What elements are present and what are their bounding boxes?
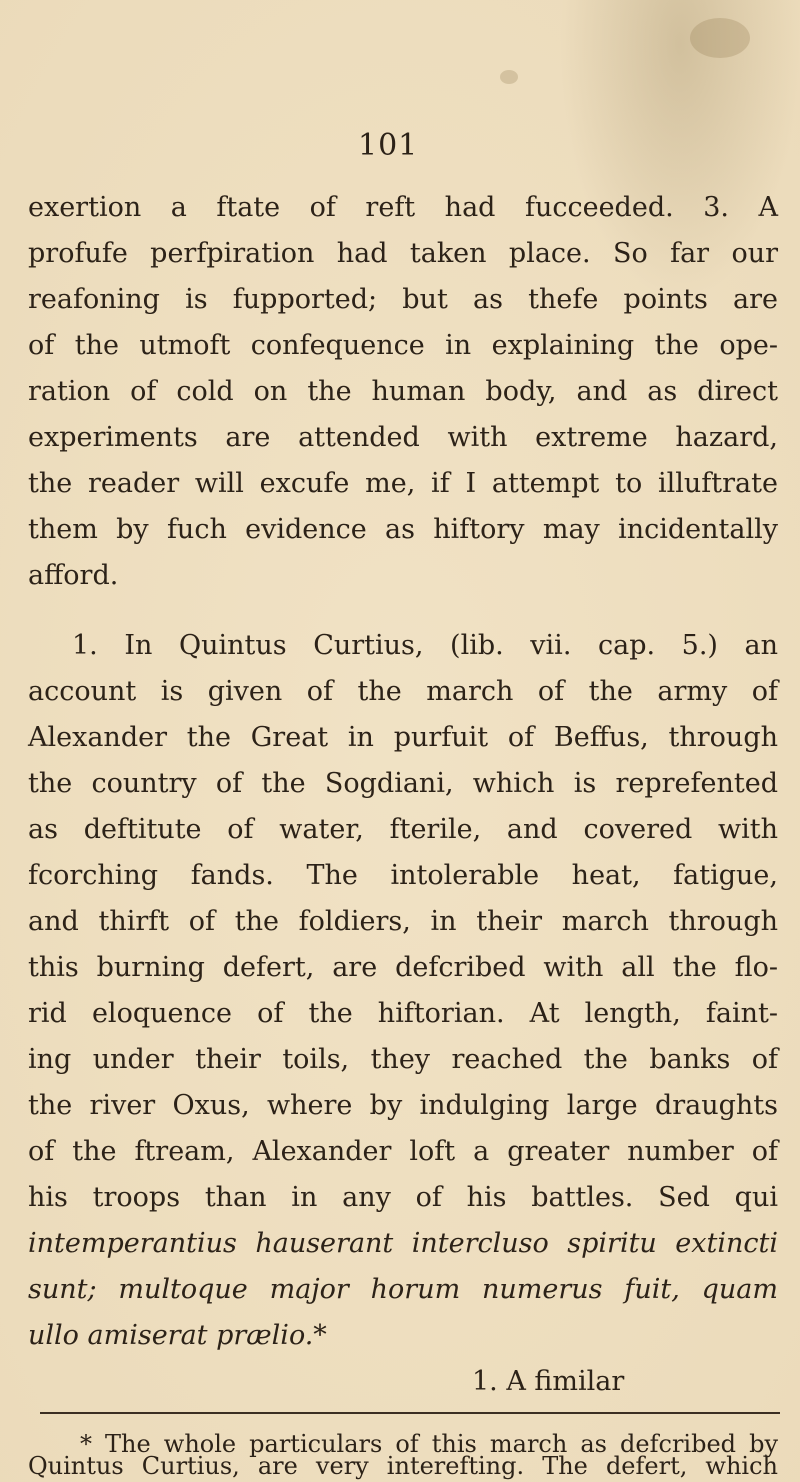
- text-line: them by fuch evidence as hiftory may incidentally: [28, 514, 778, 545]
- text-line: his troops than in any of his battles. Sed qui: [28, 1182, 778, 1213]
- footnote-line: Quintus Curtius, are very interefting. The defert, which: [28, 1452, 778, 1480]
- text-line: of the ftream, Alexander loft a greater number of: [28, 1136, 778, 1167]
- text-line: 1. In Quintus Curtius, (lib. vii. cap. 5.) an: [72, 630, 778, 661]
- foxing-stain: [690, 18, 750, 58]
- text-line: ing under their toils, they reached the banks of: [28, 1044, 778, 1075]
- text-line: of the utmoft confequence in explaining the ope-: [28, 330, 778, 361]
- text-line: fcorching fands. The intolerable heat, fatigue,: [28, 860, 778, 891]
- text-line: and thirft of the foldiers, in their march through: [28, 906, 778, 937]
- text-line: rid eloquence of the hiftorian. At length, faint-: [28, 998, 778, 1029]
- text-line: afford.: [28, 560, 119, 591]
- text-line: ration of cold on the human body, and as direct: [28, 376, 778, 407]
- footnote-line: * The whole particulars of this march as defcribed by: [80, 1430, 778, 1458]
- foxing-stain: [500, 70, 518, 84]
- text-line: as deftitute of water, fterile, and covered with: [28, 814, 778, 845]
- text-line: the river Oxus, where by indulging large draughts: [28, 1090, 778, 1121]
- text-line: the country of the Sogdiani, which is reprefented: [28, 768, 778, 799]
- text-line: account is given of the march of the army of: [28, 676, 778, 707]
- text-line: reafoning is fupported; but as thefe points are: [28, 284, 778, 315]
- text-line: the reader will excufe me, if I attempt to illuftrate: [28, 468, 778, 499]
- catchword: 1. A fimilar: [472, 1366, 625, 1397]
- latin-quote-line: intemperantius hauserant intercluso spiritu extincti: [28, 1228, 778, 1259]
- text-line: experiments are attended with extreme hazard,: [28, 422, 778, 453]
- page-number: 101: [358, 128, 419, 163]
- text-line: exertion a ftate of reft had fucceeded. 3. A: [28, 192, 778, 223]
- latin-quote-line: sunt; multoque major horum numerus fuit, quam: [28, 1274, 778, 1305]
- latin-quote-line: ullo amiserat prælio.*: [28, 1320, 327, 1351]
- text-line: Alexander the Great in purfuit of Beffus, through: [28, 722, 778, 753]
- text-line: profufe perfpiration had taken place. So far our: [28, 238, 778, 269]
- text-line: this burning defert, are defcribed with all the flo-: [28, 952, 778, 983]
- footnote-rule: [40, 1412, 780, 1414]
